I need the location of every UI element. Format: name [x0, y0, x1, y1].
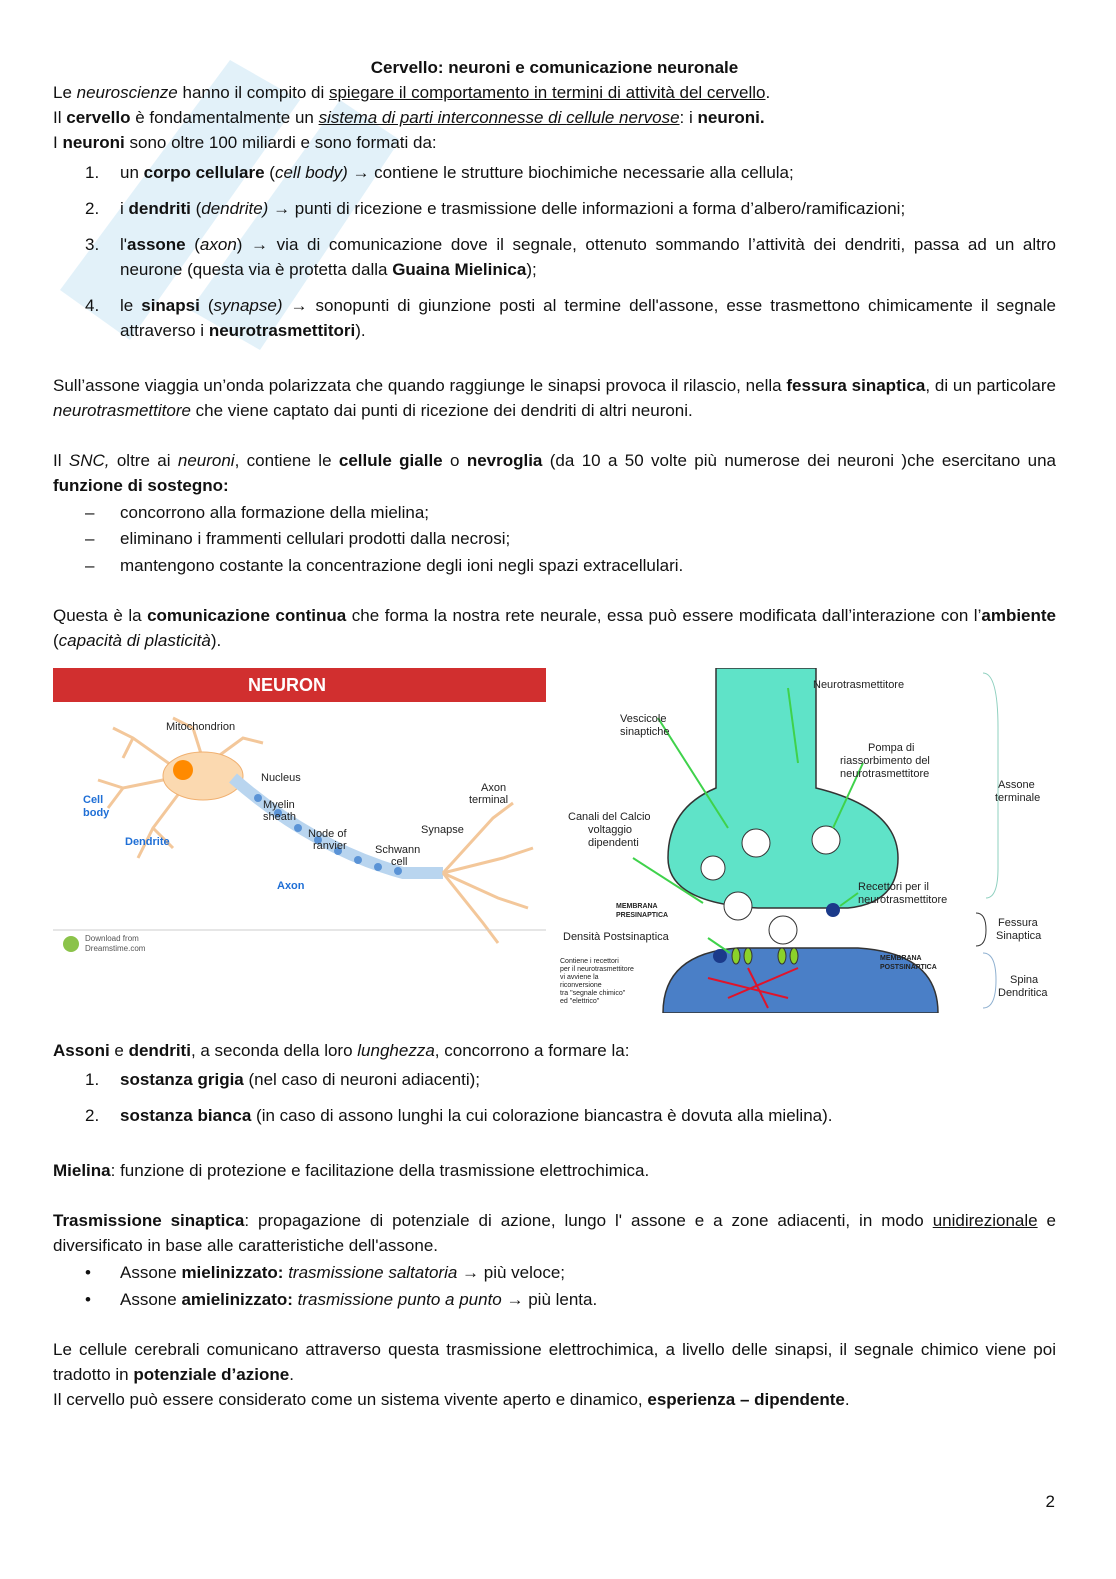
axon: [233, 778, 443, 873]
paragraph-assone-onda: Sull’assone viaggia un’onda polarizzata che quando raggiunge le sinapsi provoca il rilascio, nella fessura sinaptica, di un particolare neurotrasmettitore che viene captato dai punti di ricezione dei dendriti di altri neuroni.: [53, 376, 1057, 420]
bullet-item: • Assone amielinizzato: trasmissione punto a punto → più lenta.: [85, 1290, 598, 1309]
label-schwann-2: cell: [391, 856, 408, 868]
label-spina-1: Spina: [1010, 974, 1039, 986]
paragraph-mielina: Mielina: funzione di protezione e facilitazione della trasmissione elettrochimica.: [53, 1161, 650, 1180]
label-assone-1: Assone: [998, 779, 1035, 791]
label-terminal-1: Axon: [481, 782, 507, 794]
brackets: [976, 673, 998, 1008]
page-number: 2: [1045, 1492, 1055, 1511]
label-pompa-1: Pompa di: [868, 742, 915, 754]
list-item: 4. le sinapsi (synapse) → sonopunti di giunzione posti al termine dell'assone, esse trasmettono chimicamente il segnale attraverso i neurotrasmettitori).: [85, 296, 1056, 340]
neuron-figure: [53, 668, 546, 1013]
paragraph-snc: Il SNC, oltre ai neuroni, contiene le cellule gialle o nevroglia (da 10 a 50 volte più numerose dei neuroni )che esercitano una funzione di sostegno:: [53, 451, 1056, 495]
label-terminal-2: terminal: [469, 794, 509, 806]
label-neurotrasmettitore: Neurotrasmettitore: [813, 679, 905, 691]
paragraph-trasmissione: Trasmissione sinaptica: propagazione di potenziale di azione, lungo l' assone e a zone adiacenti, in modo unidirezionale e diversificato in base alle caratteristiche dell'assone.: [53, 1211, 1057, 1255]
list-item: 2. sostanza bianca (in caso di assono lunghi la cui colorazione biancastra è dovuta alla mielina).: [85, 1106, 833, 1125]
label-contiene-5: tra "segnale chimico": [560, 990, 626, 997]
label-canali-2: voltaggio: [588, 824, 633, 836]
label-densita: Densità Postsinaptica: [563, 931, 669, 943]
label-axon: Axon: [277, 880, 305, 892]
label-myelin-1: Myelin: [263, 799, 295, 811]
label-mem-pre-2: PRESINAPTICA: [616, 912, 669, 919]
list-item: 2. i dendriti (dendrite) → punti di ricezione e trasmissione delle informazioni a forma d’albero/ramificazioni;: [85, 199, 906, 218]
label-dendrite: Dendrite: [125, 836, 170, 848]
page-title: Cervello: neuroni e comunicazione neuronale: [370, 58, 739, 77]
paragraph-neuroscienze: Le neuroscienze hanno il compito di spiegare il comportamento in termini di attività del cervello.: [53, 83, 771, 102]
label-canali-3: dipendenti: [588, 837, 639, 849]
label-canali-1: Canali del Calcio: [568, 811, 651, 823]
list-item: 3. l'assone (axon) → via di comunicazione dove il segnale, ottenuto sommando l’attività dei dendriti, passa ad un altro neurone (questa via è protetta dalla Guaina Mielinica);: [85, 235, 1056, 279]
synapse-figure: [558, 668, 1056, 1013]
dreamstime-logo-icon: [63, 936, 79, 952]
footer-download: Download from: [85, 934, 139, 943]
label-mitochondrion: Mitochondrion: [166, 721, 236, 733]
nucleus: [173, 760, 193, 780]
neuron-header: NEURON: [247, 675, 327, 695]
dash-list-item: – concorrono alla formazione della mielina;: [85, 503, 429, 522]
label-spina-2: Dendritica: [998, 987, 1048, 999]
paragraph-cervello: Il cervello è fondamentalmente un sistema di parti interconnesse di cellule nervose: i neuroni.: [53, 108, 765, 127]
dash-list-item: – mantengono costante la concentrazione degli ioni negli spazi extracellulari.: [85, 556, 684, 575]
label-body: body: [83, 807, 110, 819]
label-node-1: Node of: [308, 828, 347, 840]
label-fessura-2: Sinaptica: [996, 930, 1042, 942]
label-cell: Cell: [83, 794, 104, 806]
paragraph-comunicazione: Questa è la comunicazione continua che forma la nostra rete neurale, essa può essere modificata dall’interazione con l’ambiente (capacità di plasticità).: [53, 606, 1057, 650]
figures-row: [53, 668, 1056, 1013]
list-item: 1. sostanza grigia (nel caso di neuroni adiacenti);: [85, 1070, 481, 1089]
label-vescicole-1: Vescicole: [620, 713, 667, 725]
label-contiene-1: Contiene i recettori: [560, 958, 619, 965]
label-mem-post-1: MEMBRANA: [880, 955, 922, 962]
bullet-item: • Assone mielinizzato: trasmissione saltatoria → più veloce;: [85, 1263, 566, 1282]
label-pompa-2: riassorbimento del: [840, 755, 930, 767]
paragraph-cellule-cerebrali: Le cellule cerebrali comunicano attraverso questa trasmissione elettrochimica, a livello delle sinapsi, il segnale chimico viene poi tradotto in potenziale d’azione.: [53, 1340, 1056, 1384]
label-node-2: ranvier: [313, 840, 347, 852]
label-assone-2: terminale: [995, 792, 1041, 804]
label-vescicole-2: sinaptiche: [620, 726, 670, 738]
list-item: 1. un corpo cellulare (cell body) → contiene le strutture biochimiche necessarie alla cellula;: [85, 163, 794, 182]
label-contiene-3: vi avviene la: [560, 974, 599, 981]
label-recettori-2: neurotrasmettitore: [858, 894, 948, 906]
label-contiene-2: per il neurotrasmettitore: [560, 966, 634, 973]
paragraph-assoni-dendriti: Assoni e dendriti, a seconda della loro lunghezza, concorrono a formare la:: [53, 1041, 630, 1060]
label-mem-post-2: POSTSINAPTICA: [880, 964, 937, 971]
label-nucleus: Nucleus: [261, 772, 301, 784]
paragraph-sistema-vivente: Il cervello può essere considerato come un sistema vivente aperto e dinamico, esperienza – dipendente.: [53, 1390, 850, 1409]
label-contiene-4: riconversione: [560, 982, 602, 989]
paragraph-neuroni: I neuroni sono oltre 100 miliardi e sono formati da:: [53, 133, 437, 152]
footer-site: Dreamstime.com: [85, 944, 146, 953]
label-recettori-1: Recettori per il: [858, 881, 929, 893]
dash-list-item: – eliminano i frammenti cellulari prodotti dalla necrosi;: [85, 529, 511, 548]
label-schwann-1: Schwann: [375, 844, 421, 856]
label-myelin-2: sheath: [263, 811, 297, 823]
label-fessura-1: Fessura: [998, 917, 1038, 929]
label-pompa-3: neurotrasmettitore: [840, 768, 930, 780]
label-contiene-6: ed "elettrico": [560, 998, 600, 1005]
label-synapse: Synapse: [421, 824, 464, 836]
label-mem-pre-1: MEMBRANA: [616, 903, 658, 910]
